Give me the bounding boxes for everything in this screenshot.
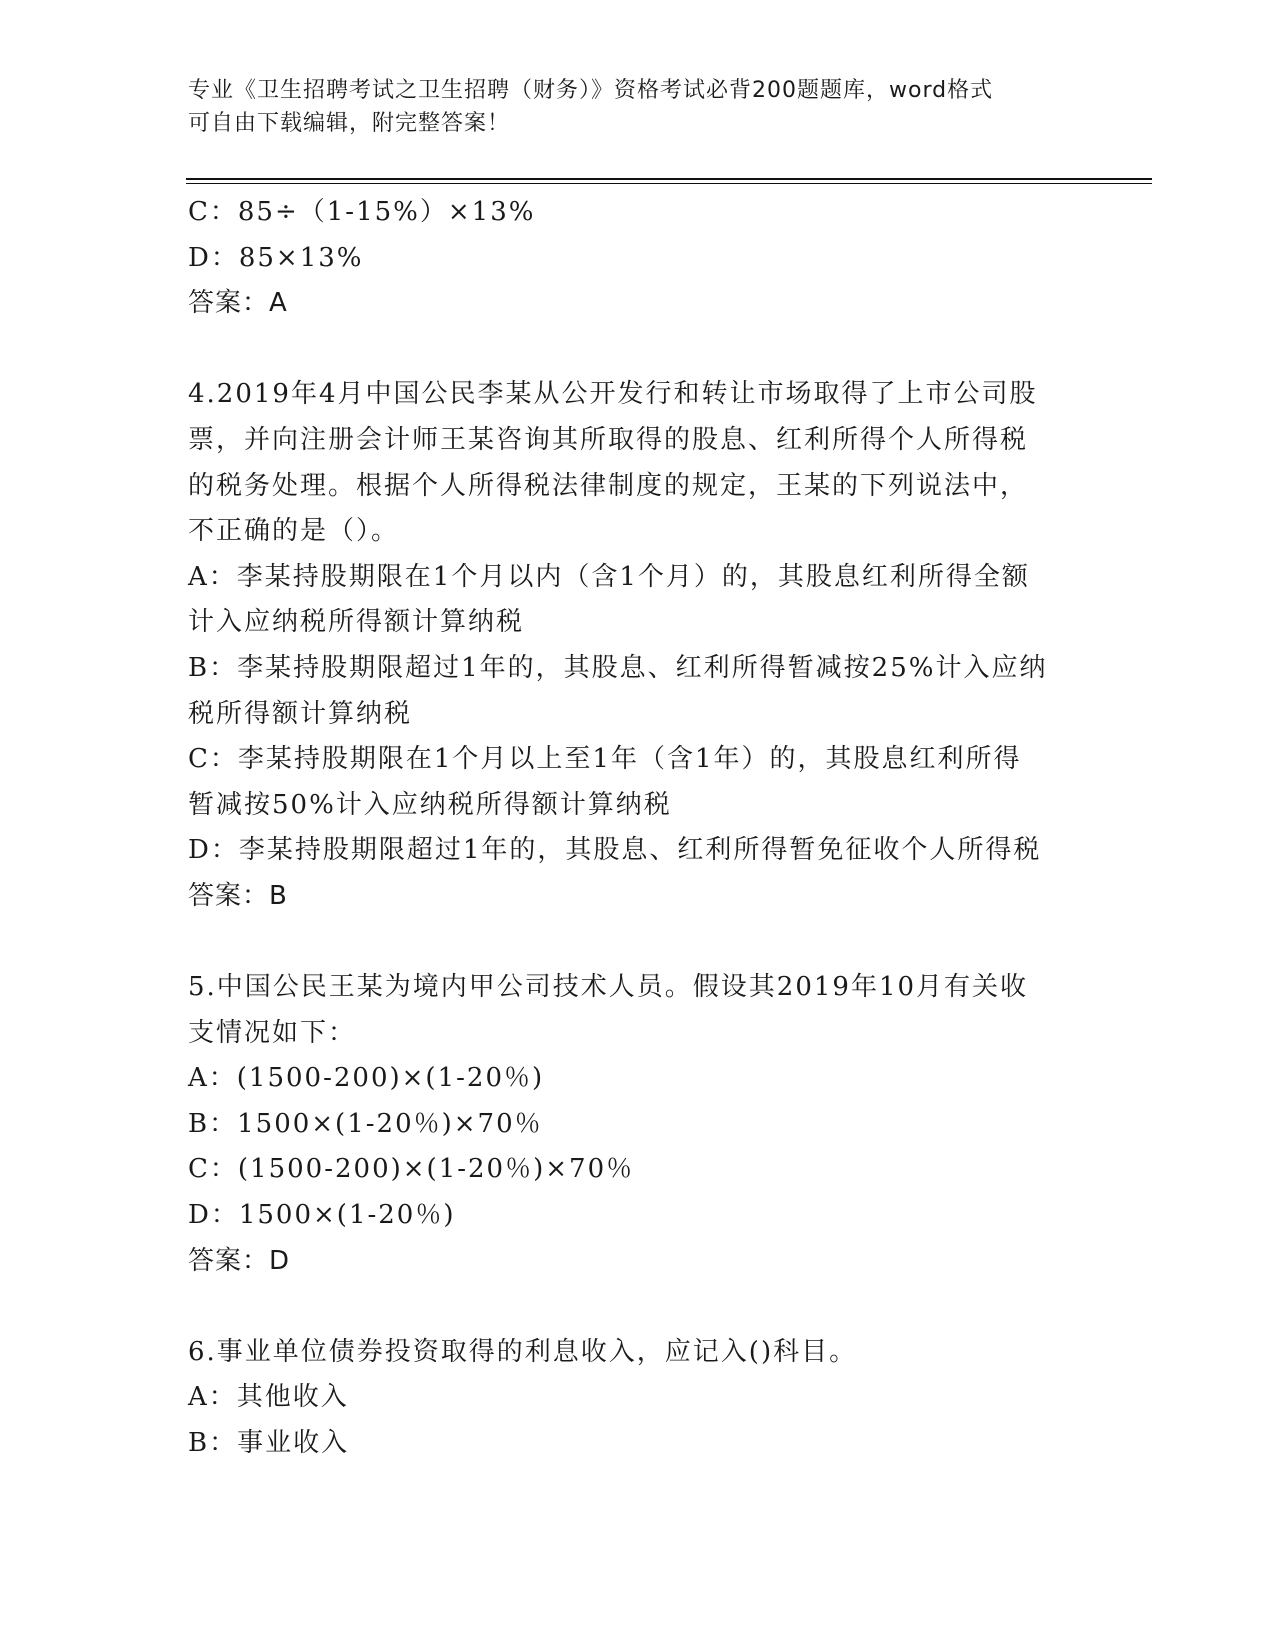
q4-option-a-line-1: A：李某持股期限在1个月以内（含1个月）的，其股息红利所得全额 — [188, 561, 1030, 592]
q5-answer: 答案：D — [188, 1245, 291, 1276]
q4-option-b-line-2: 税所得额计算纳税 — [188, 698, 413, 729]
header-title-line-2: 可自由下载编辑，附完整答案！ — [188, 111, 511, 136]
q4-stem-line-1: 4.2019年4月中国公民李某从公开发行和转让市场取得了上市公司股 — [188, 379, 1038, 410]
q6-stem-line-1: 6.事业单位债券投资取得的利息收入，应记入()科目。 — [188, 1336, 858, 1367]
q5-option-c: C：(1500-200)×(1-20％)×70％ — [188, 1154, 635, 1185]
q4-stem-line-3: 的税务处理。根据个人所得税法律制度的规定，王某的下列说法中， — [188, 470, 1029, 501]
header-divider-thin — [186, 183, 1152, 184]
question-content — [188, 190, 1088, 1467]
spacer — [188, 1284, 1088, 1330]
q4-stem-line-4: 不正确的是（）。 — [188, 516, 400, 547]
q4-option-d: D：李某持股期限超过1年的，其股息、红利所得暂免征收个人所得税 — [188, 835, 1042, 866]
q5-option-a: A：(1500-200)×(1-20％) — [188, 1063, 545, 1094]
header-title-line-1: 专业《卫生招聘考试之卫生招聘（财务）》资格考试必背200题题库，word格式 — [188, 78, 994, 103]
q6-option-a: A：其他收入 — [188, 1382, 349, 1413]
q3-answer: 答案：A — [188, 288, 288, 319]
spacer — [188, 327, 1088, 373]
q4-answer: 答案：B — [188, 880, 288, 911]
page-header — [188, 74, 1068, 140]
q5-option-b: B：1500×(1-20％)×70％ — [188, 1108, 543, 1139]
q4-option-c-line-2: 暂减按50%计入应纳税所得额计算纳税 — [188, 789, 672, 820]
q5-option-d: D：1500×(1-20％) — [188, 1200, 456, 1231]
q3-option-d: D：85×13% — [188, 242, 364, 273]
spacer — [188, 920, 1088, 966]
q4-option-b-line-1: B：李某持股期限超过1年的，其股息、红利所得暂减按25%计入应纳 — [188, 652, 1048, 683]
q5-stem-line-1: 5.中国公民王某为境内甲公司技术人员。假设其2019年10月有关收 — [188, 972, 1029, 1003]
q4-option-a-line-2: 计入应纳税所得额计算纳税 — [188, 607, 525, 638]
header-divider-thick — [186, 178, 1152, 180]
q5-stem-line-2: 支情况如下： — [188, 1017, 357, 1048]
q4-stem-line-2: 票，并向注册会计师王某咨询其所取得的股息、红利所得个人所得税 — [188, 424, 1029, 455]
q6-option-b: B：事业收入 — [188, 1428, 350, 1459]
q3-option-c: C：85÷（1-15%）×13% — [188, 197, 536, 227]
q4-option-c-line-1: C：李某持股期限在1个月以上至1年（含1年）的，其股息红利所得 — [188, 744, 1022, 775]
